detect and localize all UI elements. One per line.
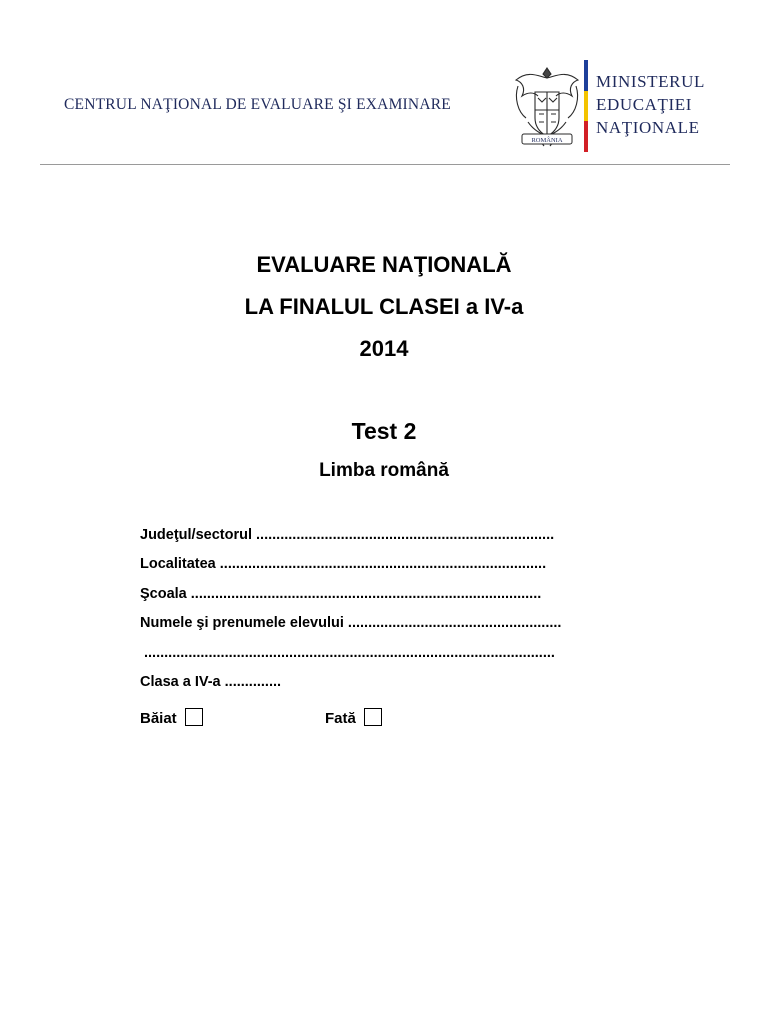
ministry-name <box>596 70 705 139</box>
subject-name: Limba română <box>319 460 449 481</box>
school-label: Şcoala <box>140 586 187 602</box>
locality-field[interactable] <box>140 556 672 572</box>
exam-year: 2014 <box>359 336 409 361</box>
exam-center-name: CENTRUL NAŢIONAL DE EVALUARE ŞI EXAMINARE <box>64 96 451 113</box>
student-name-continuation[interactable] <box>144 645 672 661</box>
class-label: Clasa a IV-a <box>140 674 221 690</box>
girl-option <box>325 708 382 727</box>
locality-label: Localitatea <box>140 556 216 572</box>
ministry-line-3: NAŢIONALE <box>596 118 700 137</box>
boy-label: Băiat <box>140 710 177 727</box>
tricolor-red <box>584 121 588 152</box>
locality-dots: ................................................................................. <box>219 556 547 572</box>
tricolor-blue <box>584 60 588 91</box>
test-number: Test 2 <box>351 418 417 444</box>
class-dots: .............. <box>224 674 282 690</box>
county-label: Judeţul/sectorul <box>140 527 252 543</box>
exam-title-line-1: EVALUARE NAŢIONALĂ <box>256 252 512 277</box>
boy-checkbox[interactable] <box>185 708 203 726</box>
girl-label: Fată <box>325 710 356 727</box>
student-name-dots: ..................................................... <box>347 615 562 631</box>
tricolor-yellow <box>584 91 588 122</box>
crest-banner-text: ROMÂNIA <box>531 137 563 144</box>
girl-checkbox[interactable] <box>364 708 382 726</box>
ministry-line-2: EDUCAŢIEI <box>596 95 693 114</box>
boy-option <box>140 708 203 727</box>
exam-title-line-2: LA FINALUL CLASEI a IV-a <box>244 294 524 319</box>
county-field[interactable] <box>140 527 672 543</box>
class-field[interactable] <box>140 674 672 690</box>
county-dots: .......................................................................... <box>256 527 555 543</box>
continuation-dots: ...................................................................................................... <box>144 645 555 661</box>
student-name-field[interactable] <box>140 615 672 631</box>
school-dots: ....................................................................................... <box>190 586 542 602</box>
ministry-line-1: MINISTERUL <box>596 72 705 91</box>
student-name-label: Numele şi prenumele elevului <box>140 615 344 631</box>
school-field[interactable] <box>140 586 672 602</box>
tricolor-bar <box>584 60 588 152</box>
coat-of-arms-logo <box>508 62 586 154</box>
header-divider <box>40 164 730 165</box>
